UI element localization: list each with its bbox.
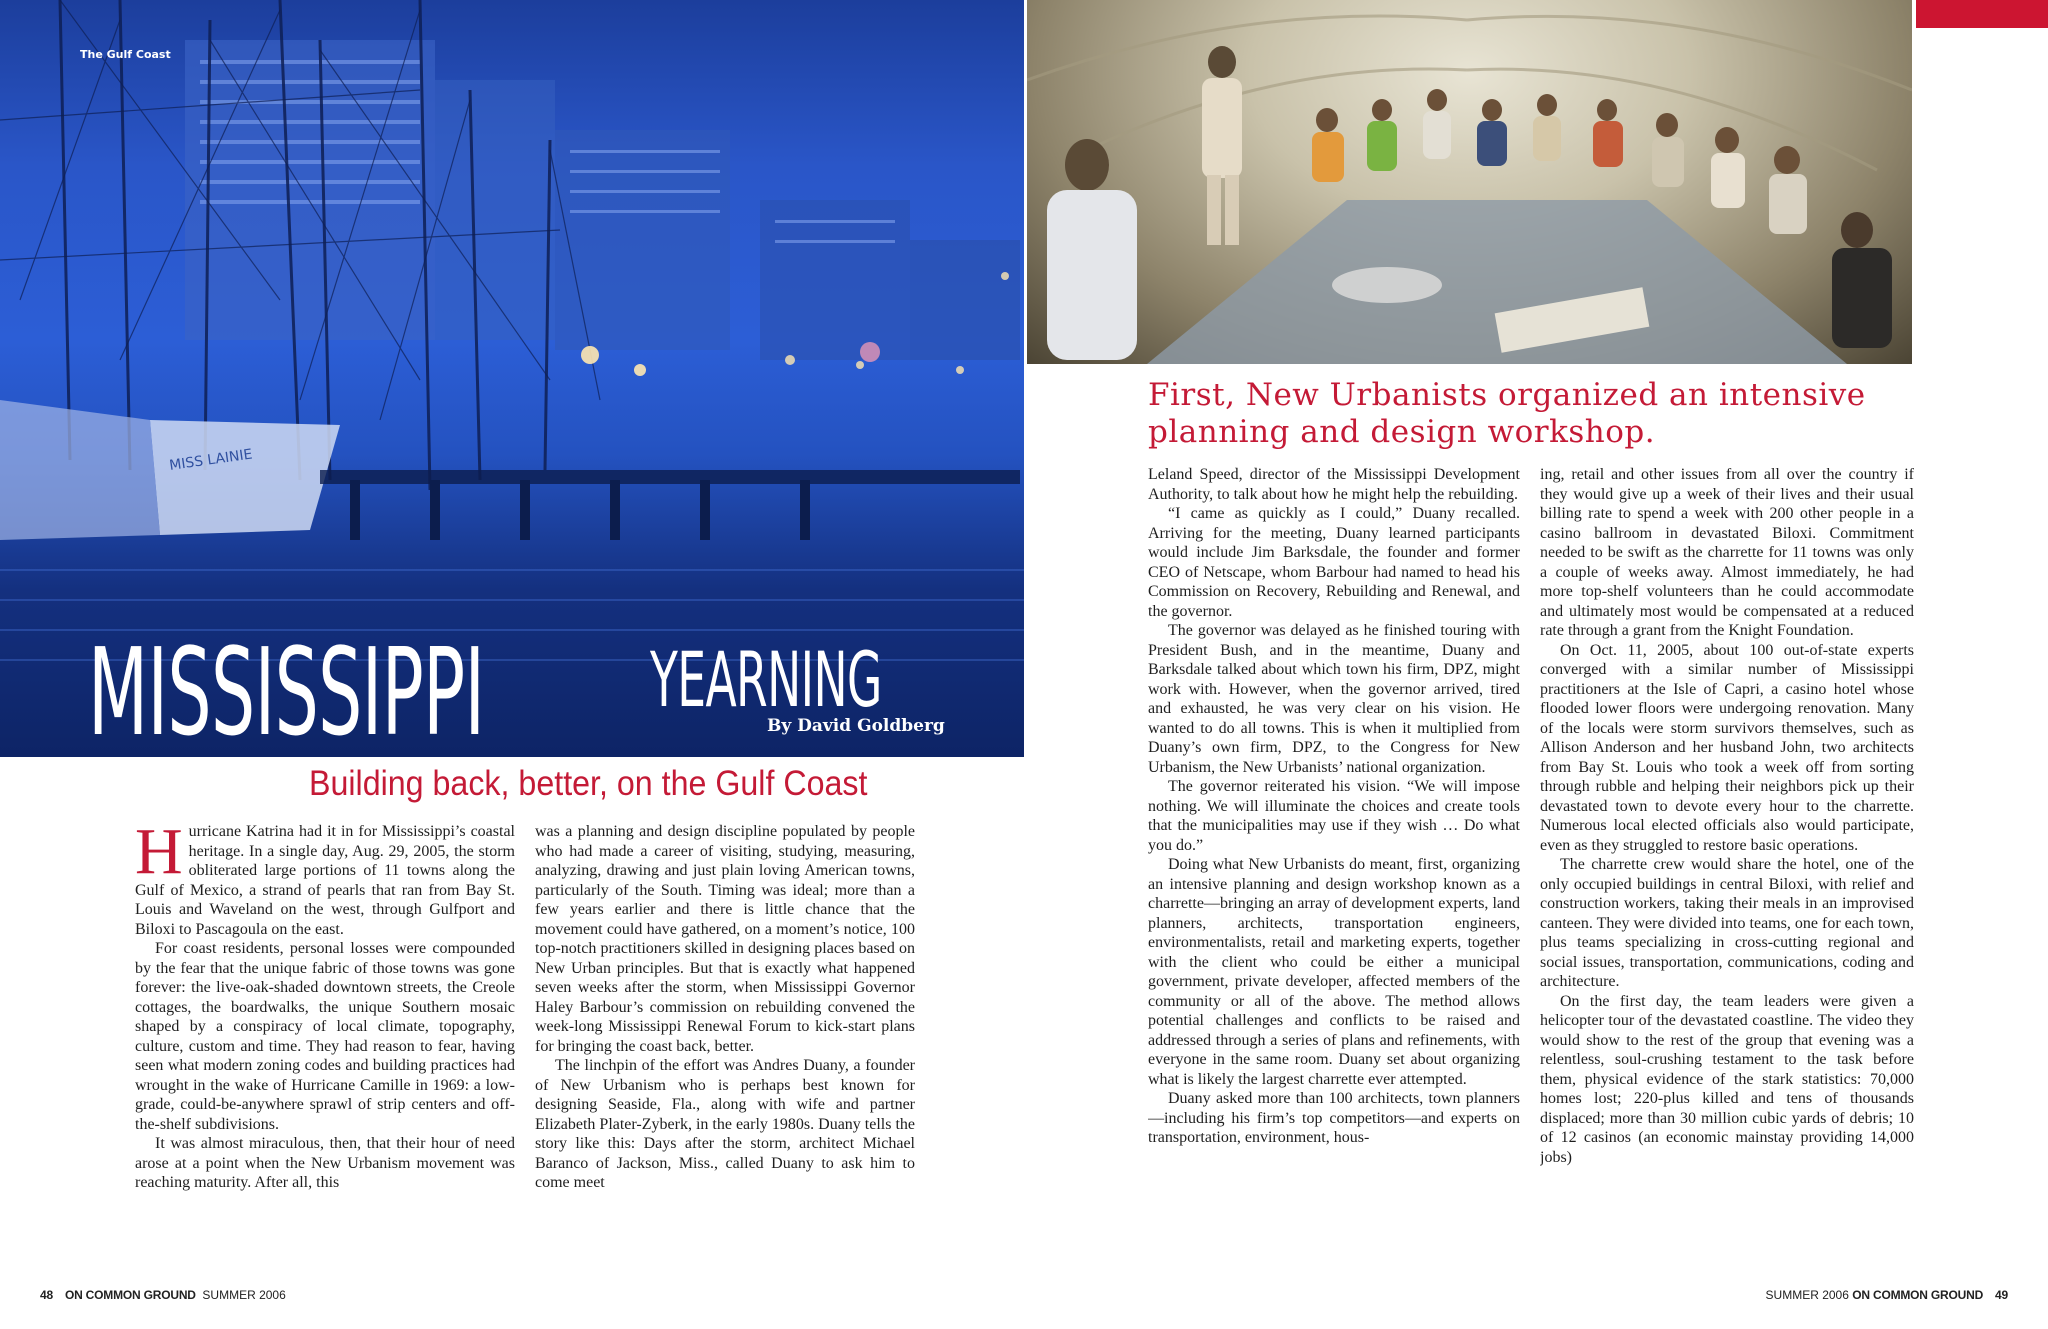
red-corner-tab bbox=[1916, 0, 2048, 28]
paragraph: Doing what New Urbanists do meant, first, organizing an intensive planning and design workshop known as a charrette—bringing an array of development experts, land planners, architects, transportation engineers, environmentalists, retail and marketing experts, together with the client who could be either a municipal government, private developer, affected members of the community or all of the above. The method allows potential challenges and conflicts to be raised and addressed through a series of plans and refinements, with everyone in the same room. Duany set about organizing what is likely the largest charrette ever attempted. bbox=[1148, 856, 1520, 1088]
paragraph: It was almost miraculous, then, that their hour of need arose at a point when the New Urbanism movement was reaching maturity. After all, this bbox=[135, 1135, 515, 1191]
paragraph: ing, retail and other issues from all over the country if they would give up a week of their lives and their usual billing rate to spend a week with 200 other people in a casino ballroom in devastated Biloxi. Commitment needed to be swift as the charrette for 11 towns was only a couple of weeks away. Almost immediately, he had more top-shelf volunteers than he could accommodate and ultimately most would be compensated at a reduced rate through a grant from the Knight Foundation. bbox=[1540, 466, 1914, 639]
article-column-3 bbox=[1148, 465, 1520, 1229]
article-column-1 bbox=[135, 822, 515, 1238]
magazine-name-left: ON COMMON GROUND bbox=[64, 1288, 196, 1302]
article-column-4 bbox=[1540, 465, 1914, 1229]
paragraph: The governor reiterated his vision. “We will impose nothing. We will illuminate the choices and create tools that the municipalities may use if they wish … Do what you do.” bbox=[1148, 778, 1520, 854]
paragraph: For coast residents, personal losses were compounded by the fear that the unique fabric of those towns was gone forever: the live-oak-shaded downtown streets, the Creole cottages, the boardwalks, the unique Southern mosaic shaped by a conspiracy of local climate, topography, culture, custom and time. They had reason to fear, having seen what modern zoning codes and building practices had wrought in the wake of Hurricane Camille in 1969: a low-grade, could-be-anywhere sprawl of strip centers and off-the-shelf subdivisions. bbox=[135, 940, 515, 1133]
paragraph: was a planning and design discipline populated by people who had made a career of visiting, studying, measuring, analyzing, drawing and just plain loving American towns, particularly of the South. Timing was ideal; more than a few years earlier and there is little chance that the movement could have gathered, on a moment’s notice, 100 top-notch practitioners skilled in designing places based on New Urban principles. But that is exactly what happened seven weeks after the storm, when Mississippi Governor Haley Barbour’s commission on rebuilding convened the week-long Mississippi Renewal Forum to kick-start plans for bringing the coast back, better. bbox=[535, 823, 915, 1055]
paragraph: The linchpin of the effort was Andres Duany, a founder of New Urbanism who is perhaps best known for designing Seaside, Fla., along with wife and partner Elizabeth Plater-Zyberk, in the early 1980s. Duany tells the story like this: Days after the storm, architect Michael Baranco of Jackson, Miss., called Duany to ask him to come meet bbox=[535, 1057, 915, 1191]
boat-name-text: MISS LAINIE bbox=[168, 446, 254, 474]
paragraph bbox=[135, 822, 515, 939]
paragraph: The charrette crew would share the hotel, one of the only occupied buildings in central Biloxi, with relief and construction workers, taking their meals in an improvised canteen. They were divided into teams, one for each town, plus teams specializing in cross-cutting regional and social issues, transportation, communications, coding and architecture. bbox=[1540, 856, 1914, 990]
drop-cap: H bbox=[135, 822, 183, 888]
paragraph-text: urricane Katrina had it in for Mississippi’s coastal heritage. In a single day, Aug. 29, 2005, the storm obliterated large portions of 11 towns along the Gulf of Mexico, a strand of pearls that ran from Bay St. Louis and Waveland on the west, through Gulfport and Biloxi to Pascagoula on the east. bbox=[135, 823, 515, 938]
paragraph: On Oct. 11, 2005, about 100 out-of-state experts converged with a similar number of Mississippi practitioners at the Isle of Capri, a casino hotel whose flooded lower floors were undergoing renovation. Many of the locals were storm survivors themselves, such as Allison Anderson and her husband John, two architects from Bay St. Louis who took a week off from sorting through rubble and helping their neighbors pick up their devastated town to devote every hour to the charrette. Numerous local elected officials also would participate, even as they struggled to restore basic operations. bbox=[1540, 641, 1914, 854]
byline: By David Goldberg bbox=[767, 716, 945, 736]
pull-quote: First, New Urbanists organized an intensive planning and design workshop. bbox=[1148, 377, 1866, 450]
article-column-2 bbox=[535, 822, 915, 1238]
paragraph: Leland Speed, director of the Mississippi Development Authority, to talk about how he might help the rebuilding. bbox=[1148, 466, 1520, 503]
footer-right bbox=[1766, 1288, 2008, 1302]
title-secondary: YEARNING bbox=[650, 635, 882, 724]
subtitle: Building back, better, on the Gulf Coast bbox=[309, 764, 868, 803]
paragraph: The governor was delayed as he finished touring with President Bush, and in the meantime, Duany and Barksdale talked about which town his firm, DPZ, might work with. However, when the governor arrived, tired and exhausted, he was very clear on his vision. He wanted to do all towns. This is when it multiplied from Duany’s own firm, DPZ, to the Congress for New Urbanism, the New Urbanists’ national organization. bbox=[1148, 622, 1520, 776]
footer-left bbox=[40, 1288, 286, 1302]
paragraph: On the first day, the team leaders were given a helicopter tour of the devastated coastline. The video they would show to the rest of the group that evening was a relentless, soul-crushing testament to the task before them, physical evidence of the stark statistics: 70,000 homes lost; 220-plus killed and tens of thousands displaced; more than 30 million cubic yards of debris; 10 of 12 casinos (an economic mainstay providing 14,000 jobs) bbox=[1540, 992, 1914, 1166]
issue-right: SUMMER 2006 bbox=[1765, 1288, 1849, 1302]
workshop-scene bbox=[1027, 0, 1912, 364]
issue-left: SUMMER 2006 bbox=[202, 1288, 286, 1302]
harbor-photo bbox=[0, 0, 1024, 757]
paragraph: “I came as quickly as I could,” Duany recalled. Arriving for the meeting, Duany learned participants would include Jim Barksdale, the founder and former CEO of Netscape, whom Barbour had named to head his Commission on Recovery, Rebuilding and Renewal, and the governor. bbox=[1148, 505, 1520, 620]
page-number-left: 48 bbox=[40, 1288, 53, 1302]
section-label: The Gulf Coast bbox=[80, 48, 171, 61]
magazine-name-right: ON COMMON GROUND bbox=[1852, 1288, 1984, 1302]
title-main: MISSISSIPPI bbox=[88, 624, 485, 757]
paragraph: Duany asked more than 100 architects, town planners—including his firm’s top competitors—and experts on transportation, environment, hous- bbox=[1148, 1090, 1520, 1146]
workshop-photo bbox=[1027, 0, 1912, 364]
page-number-right: 49 bbox=[1995, 1288, 2008, 1302]
